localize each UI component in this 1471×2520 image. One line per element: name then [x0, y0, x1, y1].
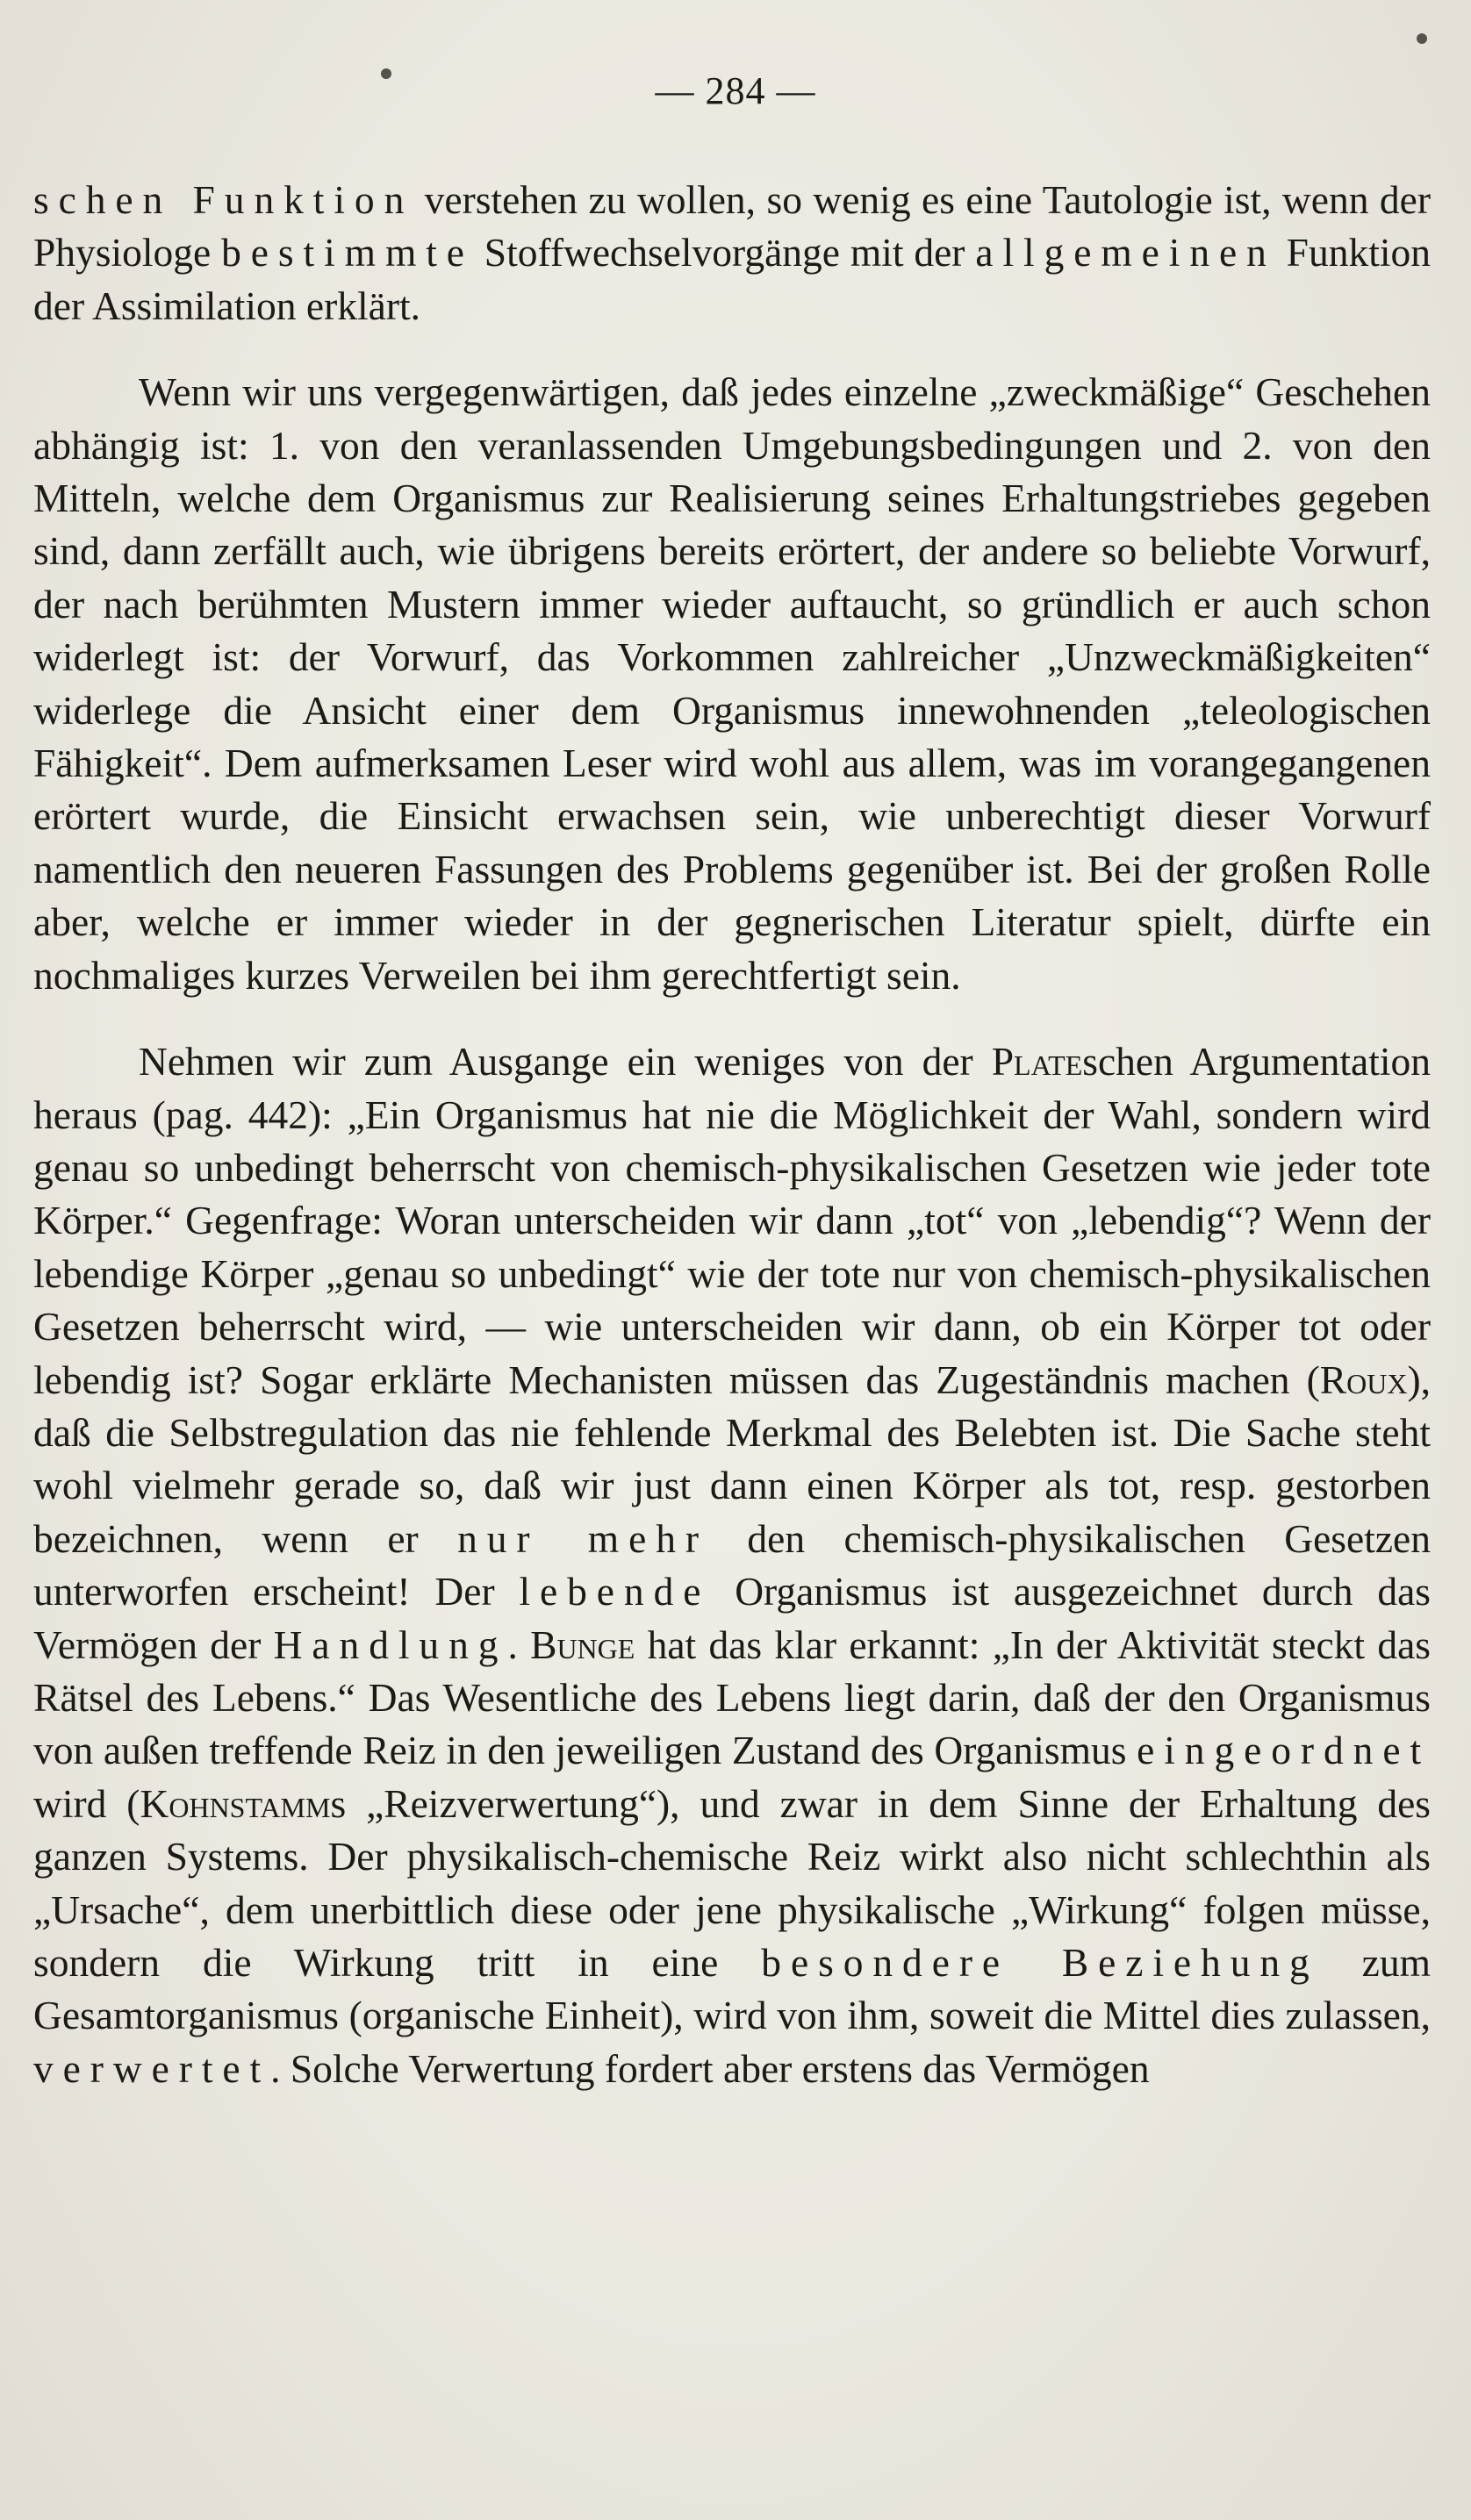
- emphasis-text: schen Funktion: [33, 177, 414, 222]
- emphasis-text: verwertet: [33, 2045, 271, 2091]
- text-run: wird (: [33, 1780, 140, 1826]
- text-run: . Solche Verwertung fordert aber erstens das Vermögen: [270, 2045, 1150, 2091]
- text-run: hat das klar erkannt: „In der Aktivität steckt das Rätsel des Lebens.“ Das Wesentliche des Lebens liegt darin, daß der den Organismus von außen treffende Reiz in den jeweiligen Zustand des Organismus: [33, 1622, 1431, 1773]
- text-run: .: [507, 1622, 531, 1667]
- text-run: zum Gesamtorganismus (organische Einheit), wird von ihm, soweit die Mittel dies zulassen,: [33, 1940, 1432, 2038]
- ink-spot: [1417, 33, 1427, 44]
- text-run: Organismus ist ausgezeichnet durch das Vermögen der: [33, 1569, 1431, 1667]
- text-run: s „Reizverwertung“), und zwar in dem Sinne der Erhaltung des ganzen Systems. Der physikalisch-chemische Reiz wirkt also nicht schlechthin als „Ursache“, dem unerbittlich diese oder jene physikalische „Wirkung“ folgen müsse, sondern die Wirkung tritt in eine: [33, 1780, 1431, 1985]
- text-run: Stoffwechselvorgänge mit der: [473, 230, 976, 276]
- emphasis-text: lebende: [519, 1569, 711, 1614]
- text-run: verstehen zu wollen, so wenig es eine Tautologie ist, wenn der Physiologe: [33, 177, 1431, 276]
- text-run: Funktion der Assimilation erklärt.: [33, 230, 1431, 328]
- text-run: Wenn wir uns vergegenwärtigen, daß jedes einzelne „zweckmäßige“ Geschehen abhängig ist: 1. von den veranlassenden Umgebungsbedingungen und 2. von den Mitteln, welche dem Organismus zur Realisierung seines Erhaltungstriebes gegeben sind, dann zerfällt auch, wie übrigens bereits erörtert, der andere so beliebte Vorwurf, der nach berühmten Mustern immer wieder auftaucht, so gründlich er auch schon widerlegt ist: der Vorwurf, das Vorkommen zahlreicher „Unzweckmäßigkeiten“ widerlege die Ansicht einer dem Organismus innewohnenden „teleologischen Fähigkeit“. Dem aufmerksamen Leser wird wohl aus allem, was im vorangegangenen erörtert wurde, die Einsicht erwachsen sein, wie unberechtigt dieser Vorwurf namentlich den neueren Fassungen des Problems gegenüber ist. Bei der großen Rolle aber, welche er immer wieder in der gegnerischen Literatur spielt, dürfte ein nochmaliges kurzes Verweilen bei ihm gerechtfertigt sein.: [33, 369, 1431, 998]
- author-name: Kohnstamm: [140, 1780, 331, 1826]
- author-name: Roux: [1319, 1357, 1408, 1402]
- body-text: [33, 174, 1431, 2095]
- emphasis-text: allgemeinen: [975, 230, 1276, 276]
- paragraph: [33, 174, 1431, 333]
- author-name: Bunge: [530, 1622, 635, 1667]
- paragraph: [33, 366, 1431, 1002]
- text-run: ), daß die Selbstregulation das nie fehlende Merkmal des Belebten ist. Die Sache steht wohl vielmehr gerade so, daß wir just dann einen Körper als tot, resp. gestorben bezeichnen, wenn er: [33, 1357, 1431, 1561]
- page-header: — 284 —: [655, 69, 816, 112]
- text-run: den chemisch-physikalischen Gesetzen unterworfen erscheint! Der: [33, 1515, 1431, 1614]
- emphasis-text: Handlung: [273, 1622, 508, 1667]
- emphasis-text: besondere Beziehung: [761, 1940, 1319, 1985]
- emphasis-text: eingeordnet: [1137, 1728, 1431, 1773]
- text-run: Nehmen wir zum Ausgange ein weniges von der: [139, 1039, 992, 1085]
- text-run: schen Argumentation heraus (pag. 442): „Ein Organismus hat nie die Möglichkeit der Wahl, sondern wird genau so unbedingt beherrscht von chemisch-physikalischen Gesetzen wie jeder tote Körper.“ Gegenfrage: Woran unterscheiden wir dann „tot“ von „lebendig“? Wenn der lebendige Körper „genau so unbedingt“ wie der tote nur von chemisch-physikalischen Gesetzen beherrscht wird, — wie unterscheiden wir dann, ob ein Körper tot oder lebendig ist? Sogar erklärte Mechanisten müssen das Zugeständnis machen (: [33, 1039, 1431, 1402]
- emphasis-text: nur mehr: [457, 1515, 708, 1561]
- author-name: Plate: [991, 1039, 1083, 1085]
- paragraph: [33, 1035, 1431, 2095]
- emphasis-text: bestimmte: [221, 230, 474, 276]
